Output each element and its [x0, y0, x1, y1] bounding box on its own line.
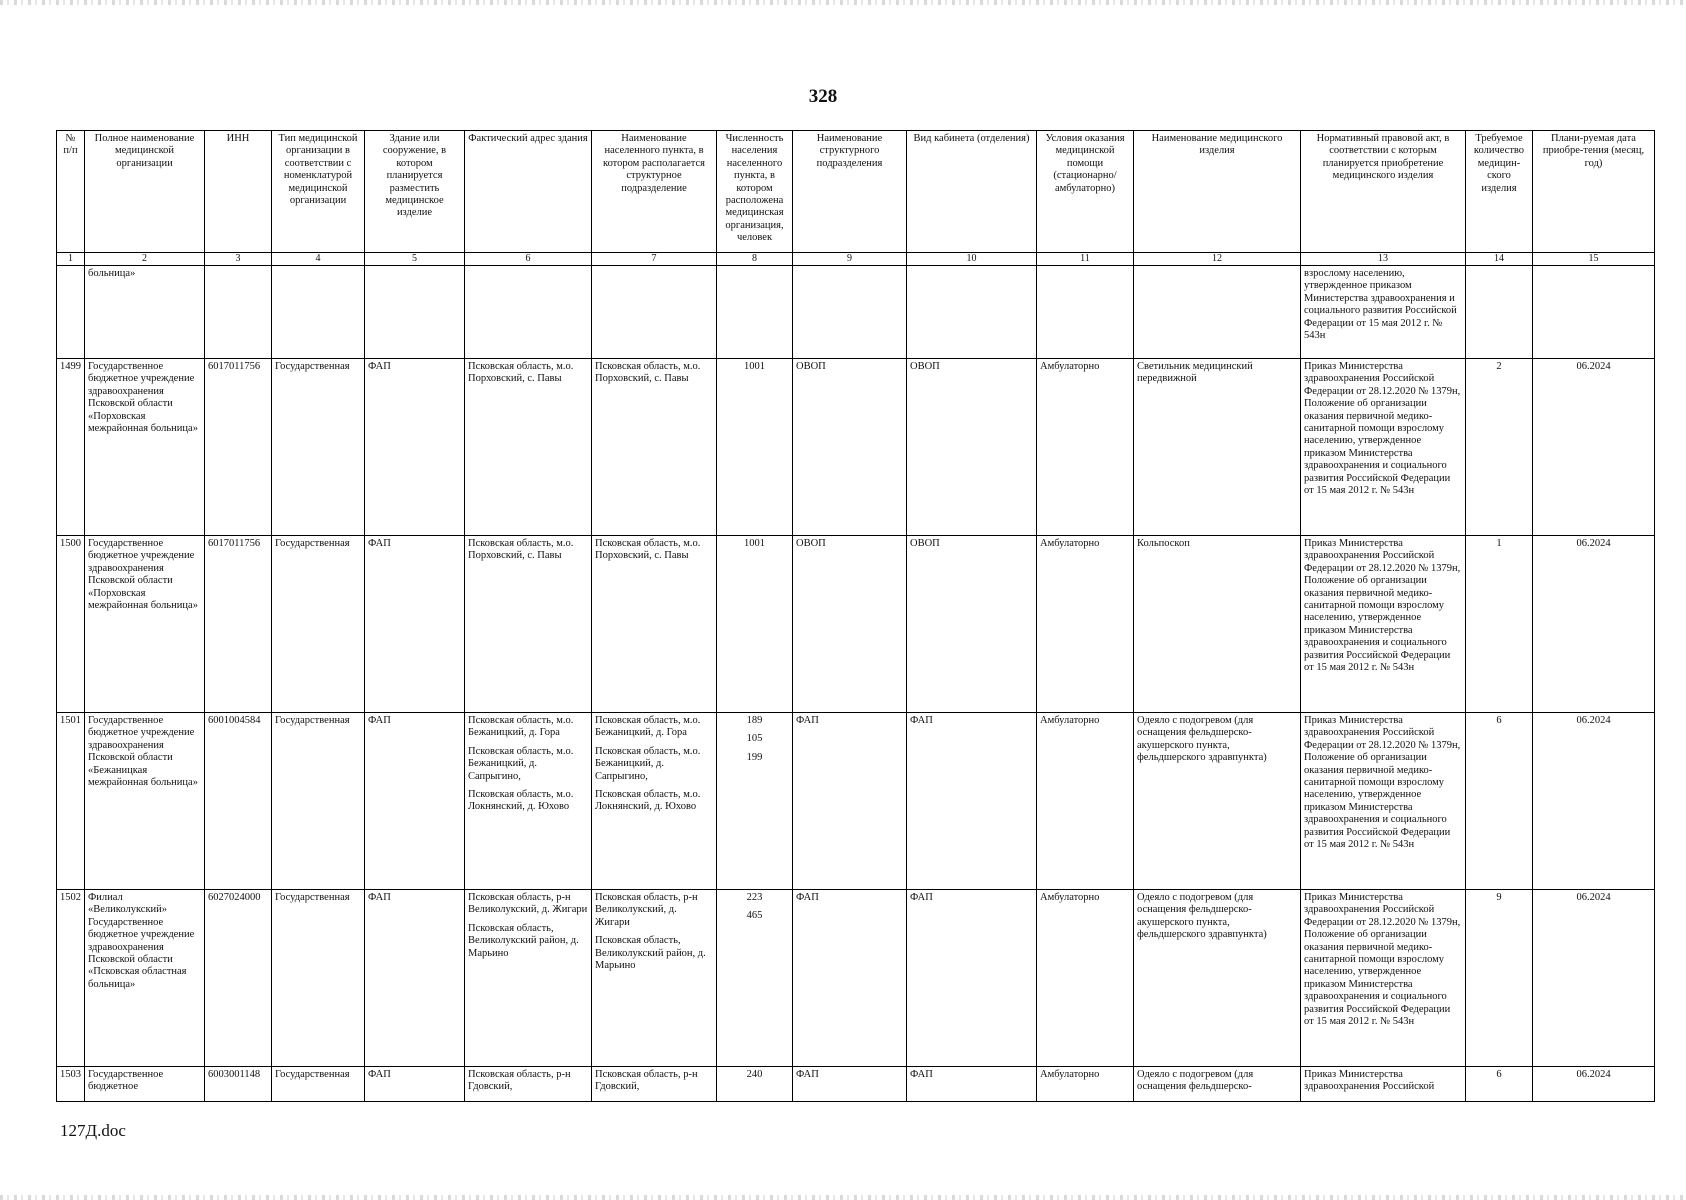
cell-date: 06.2024: [1533, 890, 1655, 1067]
header-row: [57, 131, 1655, 253]
header-cell: Наименование структурного подразделения: [793, 131, 907, 253]
cell-division: ОВОП: [793, 359, 907, 536]
cell-inn: 6017011756: [205, 359, 272, 536]
address-line: Псковская область, р-н Великолукский, д. Жигари: [468, 892, 588, 916]
cell-date: 06.2024: [1533, 359, 1655, 536]
header-cell: Фактический адрес здания: [465, 131, 592, 253]
cell-quantity: 1: [1466, 536, 1533, 713]
cell-act: Приказ Министерства здравоохранения Российской Федерации от 28.12.2020 № 1379н, Положение об организации оказания первичной медико-санитарной помощи взрослому населению, утвержденное приказом Министерства здравоохранения и социального развития Российской Федерации от 15 мая 2012 г. № 543н: [1301, 890, 1466, 1067]
population-value: 199: [746, 751, 763, 763]
cell-type: Государственная: [272, 1067, 365, 1102]
scan-edge-bottom: [0, 1195, 1686, 1200]
column-number: 8: [717, 253, 793, 266]
cell-device: Одеяло с подогревом (для оснащения фельдшерско-акушерского пункта, фельдшерского здравпункта): [1134, 890, 1301, 1067]
population-value: 1001: [744, 361, 765, 372]
settlement-line: Псковская область, м.о. Локнянский, д. Юхово: [595, 789, 701, 813]
cell-type: Государственная: [272, 536, 365, 713]
cell-division: ОВОП: [793, 536, 907, 713]
cell-building: ФАП: [365, 536, 465, 713]
column-number-row: [57, 253, 1655, 266]
cell-date: [1533, 266, 1655, 359]
cell-num: 1500: [57, 536, 85, 713]
table-row: [57, 1067, 1655, 1102]
cell-org: Филиал «Великолукский» Государственное бюджетное учреждение здравоохранения Псковской области «Псковская областная больница»: [85, 890, 205, 1067]
cell-date: 06.2024: [1533, 713, 1655, 890]
cell-type: Государственная: [272, 713, 365, 890]
address-line: Псковская область, м.о. Порховский, с. Павы: [468, 538, 574, 562]
settlement-line: Псковская область, м.о. Бежаницкий, д. Гора: [595, 715, 701, 739]
cell-type: Государственная: [272, 890, 365, 1067]
cell-num: 1499: [57, 359, 85, 536]
cell-conditions: Амбулаторно: [1037, 890, 1134, 1067]
address-line: Псковская область, м.о. Порховский, с. Павы: [468, 361, 574, 385]
cell-building: ФАП: [365, 1067, 465, 1102]
population-value: 105: [746, 733, 763, 745]
column-number: 6: [465, 253, 592, 266]
cell-inn: 6003001148: [205, 1067, 272, 1102]
address-line: Псковская область, Великолукский район, д. Марьино: [468, 922, 579, 959]
cell-device: Светильник медицинский передвижной: [1134, 359, 1301, 536]
cell-division: [793, 266, 907, 359]
address-line: Псковская область, м.о. Бежаницкий, д. Сапрыгино,: [468, 745, 574, 782]
cell-division: ФАП: [793, 890, 907, 1067]
address-line: Псковская область, м.о. Бежаницкий, д. Гора: [468, 715, 574, 739]
header-cell: Плани-руемая дата приобре-тения (месяц, год): [1533, 131, 1655, 253]
cell-building: ФАП: [365, 890, 465, 1067]
cell-settlement: [592, 713, 717, 890]
cell-settlement: [592, 266, 717, 359]
header-cell: Здание или сооружение, в котором планируется разместить медицинское изделие: [365, 131, 465, 253]
cell-population: [717, 890, 793, 1067]
table-row: [57, 890, 1655, 1067]
cell-conditions: Амбулаторно: [1037, 536, 1134, 713]
cell-quantity: 6: [1466, 713, 1533, 890]
equipment-table: [56, 130, 1655, 1102]
cell-act: Приказ Министерства здравоохранения Российской Федерации от 28.12.2020 № 1379н, Положение об организации оказания первичной медико-санитарной помощи взрослому населению, утвержденное приказом Министерства здравоохранения и социального развития Российской Федерации от 15 мая 2012 г. № 543н: [1301, 536, 1466, 713]
table-row: [57, 713, 1655, 890]
cell-quantity: [1466, 266, 1533, 359]
header-cell: Наименование медицинского изделия: [1134, 131, 1301, 253]
cell-device: Одеяло с подогревом (для оснащения фельдшерско-: [1134, 1067, 1301, 1102]
address-line: Псковская область, м.о. Локнянский, д. Юхово: [468, 789, 574, 813]
cell-cabinet: ФАП: [907, 890, 1037, 1067]
column-number: 9: [793, 253, 907, 266]
cell-conditions: [1037, 266, 1134, 359]
cell-cabinet: [907, 266, 1037, 359]
address-line: Псковская область, р-н Гдовский,: [468, 1069, 571, 1093]
cell-address: [465, 266, 592, 359]
cell-population: [717, 359, 793, 536]
footer-filename: 127Д.doc: [60, 1121, 126, 1140]
cell-act: Приказ Министерства здравоохранения Российской: [1301, 1067, 1466, 1102]
scan-edge-top: [0, 0, 1686, 5]
cell-division: ФАП: [793, 713, 907, 890]
cell-inn: 6001004584: [205, 713, 272, 890]
header-cell: Условия оказания медицинской помощи (стационарно/ амбулаторно): [1037, 131, 1134, 253]
cell-conditions: Амбулаторно: [1037, 713, 1134, 890]
cell-building: ФАП: [365, 359, 465, 536]
header-cell: Нормативный правовой акт, в соответствии с которым планируется приобретение медицинского изделия: [1301, 131, 1466, 253]
header-cell: ИНН: [205, 131, 272, 253]
population-value: 223: [746, 892, 763, 903]
cell-inn: 6027024000: [205, 890, 272, 1067]
column-number: 2: [85, 253, 205, 266]
header-cell: № п/п: [57, 131, 85, 253]
cell-org: Государственное бюджетное учреждение здравоохранения Псковской области «Порховская межрайонная больница»: [85, 536, 205, 713]
column-number: 15: [1533, 253, 1655, 266]
cell-date: 06.2024: [1533, 536, 1655, 713]
cell-device: Одеяло с подогревом (для оснащения фельдшерско-акушерского пункта, фельдшерского здравпункта): [1134, 713, 1301, 890]
header-cell: Требуемое количество медицин-ского изделия: [1466, 131, 1533, 253]
cell-population: [717, 266, 793, 359]
column-number: 14: [1466, 253, 1533, 266]
header-cell: Полное наименование медицинской организации: [85, 131, 205, 253]
cell-inn: [205, 266, 272, 359]
cell-address: [465, 1067, 592, 1102]
column-number: 4: [272, 253, 365, 266]
cell-num: [57, 266, 85, 359]
cell-org: Государственное бюджетное учреждение здравоохранения Псковской области «Бежаницкая межрайонная больница»: [85, 713, 205, 890]
settlement-line: Псковская область, м.о. Порховский, с. Павы: [595, 538, 701, 562]
cell-cabinet: ФАП: [907, 713, 1037, 890]
population-value: 189: [746, 715, 763, 726]
cell-quantity: 6: [1466, 1067, 1533, 1102]
cell-division: ФАП: [793, 1067, 907, 1102]
cell-date: 06.2024: [1533, 1067, 1655, 1102]
settlement-line: Псковская область, р-н Великолукский, д. Жигари: [595, 892, 698, 928]
cell-org: Государственное бюджетное: [85, 1067, 205, 1102]
header-cell: Вид кабинета (отделения): [907, 131, 1037, 253]
cell-act: Приказ Министерства здравоохранения Российской Федерации от 28.12.2020 № 1379н, Положение об организации оказания первичной медико-санитарной помощи взрослому населению, утвержденное приказом Министерства здравоохранения и социального развития Российской Федерации от 15 мая 2012 г. № 543н: [1301, 713, 1466, 890]
column-number: 12: [1134, 253, 1301, 266]
column-number: 10: [907, 253, 1037, 266]
cell-population: [717, 536, 793, 713]
cell-population: [717, 1067, 793, 1102]
column-number: 11: [1037, 253, 1134, 266]
cell-settlement: [592, 359, 717, 536]
page-number: 328: [808, 86, 838, 107]
cell-org: Государственное бюджетное учреждение здравоохранения Псковской области «Порховская межрайонная больница»: [85, 359, 205, 536]
cell-building: ФАП: [365, 713, 465, 890]
cell-num: 1501: [57, 713, 85, 890]
cell-address: [465, 359, 592, 536]
settlement-line: Псковская область, Великолукский район, д. Марьино: [595, 935, 706, 972]
column-number: 5: [365, 253, 465, 266]
column-number: 13: [1301, 253, 1466, 266]
cell-building: [365, 266, 465, 359]
table-row-continuation: [57, 266, 1655, 359]
cell-conditions: Амбулаторно: [1037, 1067, 1134, 1102]
cell-settlement: [592, 1067, 717, 1102]
population-value: 465: [746, 910, 763, 922]
cell-cabinet: ФАП: [907, 1067, 1037, 1102]
table-row: [57, 359, 1655, 536]
table-row: [57, 536, 1655, 713]
cell-num: 1502: [57, 890, 85, 1067]
settlement-line: Псковская область, м.о. Порховский, с. Павы: [595, 361, 701, 385]
cell-conditions: Амбулаторно: [1037, 359, 1134, 536]
cell-inn: 6017011756: [205, 536, 272, 713]
settlement-line: Псковская область, р-н Гдовский,: [595, 1069, 698, 1093]
cell-settlement: [592, 536, 717, 713]
column-number: 7: [592, 253, 717, 266]
cell-device: Кольпоскоп: [1134, 536, 1301, 713]
header-cell: Численность населения населенного пункта, в котором расположена медицинская организация, человек: [717, 131, 793, 253]
population-value: 240: [746, 1069, 763, 1080]
cell-cabinet: ОВОП: [907, 359, 1037, 536]
header-cell: Тип медицинской организации в соответствии с номенклатурой медицинской организации: [272, 131, 365, 253]
cell-settlement: [592, 890, 717, 1067]
cell-quantity: 2: [1466, 359, 1533, 536]
cell-device: [1134, 266, 1301, 359]
cell-type: Государственная: [272, 359, 365, 536]
cell-address: [465, 890, 592, 1067]
cell-address: [465, 536, 592, 713]
cell-act: взрослому населению, утвержденное приказом Министерства здравоохранения и социального развития Российской Федерации от 15 мая 2012 г. № 543н: [1301, 266, 1466, 359]
cell-act: Приказ Министерства здравоохранения Российской Федерации от 28.12.2020 № 1379н, Положение об организации оказания первичной медико-санитарной помощи взрослому населению, утвержденное приказом Министерства здравоохранения и социального развития Российской Федерации от 15 мая 2012 г. № 543н: [1301, 359, 1466, 536]
cell-type: [272, 266, 365, 359]
cell-cabinet: ОВОП: [907, 536, 1037, 713]
column-number: 1: [57, 253, 85, 266]
cell-address: [465, 713, 592, 890]
cell-population: [717, 713, 793, 890]
cell-org: больница»: [85, 266, 205, 359]
header-cell: Наименование населенного пункта, в котором располагается структурное подразделение: [592, 131, 717, 253]
column-number: 3: [205, 253, 272, 266]
cell-quantity: 9: [1466, 890, 1533, 1067]
cell-num: 1503: [57, 1067, 85, 1102]
settlement-line: Псковская область, м.о. Бежаницкий, д. Сапрыгино,: [595, 745, 701, 782]
population-value: 1001: [744, 538, 765, 549]
